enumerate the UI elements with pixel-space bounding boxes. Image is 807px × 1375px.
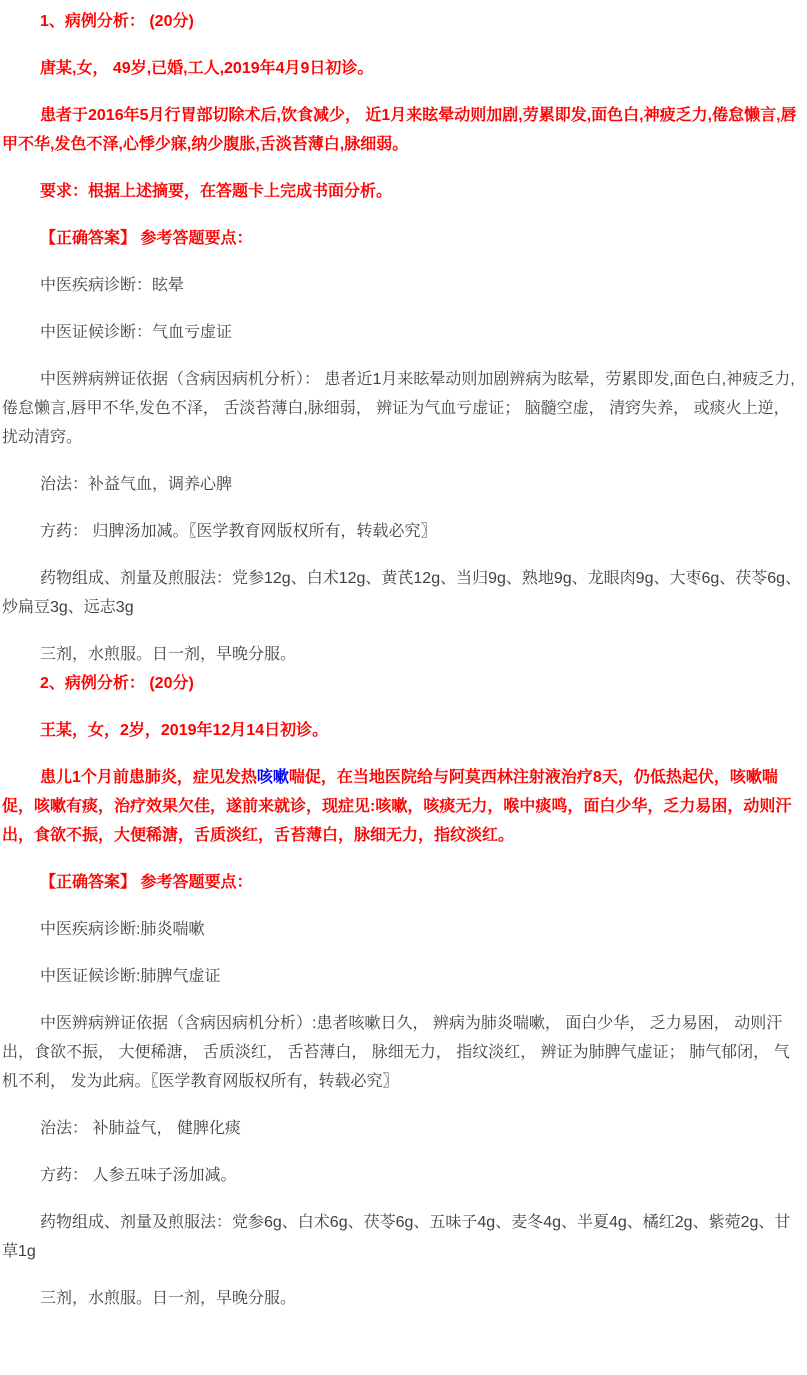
case2-differentiation-analysis: 中医辨病辨证依据（含病因病机分析）:患者咳嗽日久， 辨病为肺炎喘嗽， 面白少华， 乏力易困， 动则汗出，食欲不振， 大便稀溏， 舌质淡红， 舌苔薄白， 脉细无力， 指纹淡红， 辨证为肺脾气虚证； 肺气郁闭， 气机不利， 发为此病。〖医学教育网版权所有，转载必究〗: [2, 1015, 790, 1090]
case1-dosage-instructions: 三剂，水煎服。日一剂，早晚分服。: [40, 646, 297, 663]
case2-heading: 2、病例分析： (20分): [40, 675, 194, 692]
case1-patient-info: 唐某,女， 49岁,已婚,工人,2019年4月9日初诊。: [40, 60, 374, 77]
keyword-link-cough[interactable]: 咳嗽: [256, 769, 289, 786]
case2-composition: 药物组成、剂量及煎服法：党参6g、白术6g、茯苓6g、五味子4g、麦冬4g、半夏4g、橘红2g、紫菀2g、甘草1g: [2, 1214, 791, 1260]
case2-history-post: 喘促，在当地医院给与阿莫西林注射液治疗8天，仍低热起伏，咳嗽喘促，咳嗽有痰，治疗效果欠佳，遂前来就诊，现症见:咳嗽，咳痰无力，喉中痰鸣，面白少华，乏力易困，动则汗出，食欲不振，大便稀溏，舌质淡红，舌苔薄白，脉细无力，指纹淡红。: [2, 769, 792, 844]
case1-history: 患者于2016年5月行胃部切除术后,饮食减少， 近1月来眩晕动则加剧,劳累即发,面色白,神疲乏力,倦怠懒言,唇甲不华,发色不泽,心悸少寐,纳少腹胀,舌淡苔薄白,脉细弱。: [2, 107, 797, 153]
case2-answer-header: 【正确答案】 参考答题要点：: [40, 874, 253, 891]
case2-patient-info: 王某，女，2岁，2019年12月14日初诊。: [40, 722, 329, 739]
case1-disease-diagnosis: 中医疾病诊断：眩晕: [40, 277, 185, 294]
case2-treatment-method: 治法： 补肺益气， 健脾化痰: [40, 1120, 241, 1137]
case2-disease-diagnosis: 中医疾病诊断:肺炎喘嗽: [40, 921, 205, 938]
case2-section: [2, 669, 805, 1313]
case1-prescription: 方药： 归脾汤加减。〖医学教育网版权所有，转载必究〗: [40, 523, 437, 540]
case1-syndrome-diagnosis: 中医证候诊断：气血亏虚证: [40, 324, 233, 341]
case1-answer-header: 【正确答案】 参考答题要点：: [40, 230, 253, 247]
case2-prescription: 方药： 人参五味子汤加减。: [40, 1167, 237, 1184]
case1-treatment-method: 治法：补益气血，调养心脾: [40, 476, 233, 493]
case1-requirement: 要求：根据上述摘要，在答题卡上完成书面分析。: [40, 183, 393, 200]
case1-composition: 药物组成、剂量及煎服法：党参12g、白术12g、黄芪12g、当归9g、熟地9g、龙眼肉9g、大枣6g、茯苓6g、炒扁豆3g、远志3g: [2, 570, 802, 616]
case1-differentiation-analysis: 中医辨病辨证依据（含病因病机分析）： 患者近1月来眩晕动则加剧辨病为眩晕，劳累即发,面色白,神疲乏力,倦怠懒言,唇甲不华,发色不泽， 舌淡苔薄白,脉细弱， 辨证为气血亏虚证； 脑髓空虚， 清窍失养， 或痰火上逆， 扰动清窍。: [2, 371, 795, 446]
case2-syndrome-diagnosis: 中医证候诊断:肺脾气虚证: [40, 968, 221, 985]
case1-section: [2, 7, 805, 669]
case2-history-pre: 患儿1个月前患肺炎，症见发热: [40, 769, 257, 786]
case2-history: [2, 763, 805, 850]
case1-heading: 1、病例分析： (20分): [40, 13, 194, 30]
case2-dosage-instructions: 三剂，水煎服。日一剂，早晚分服。: [40, 1290, 297, 1307]
